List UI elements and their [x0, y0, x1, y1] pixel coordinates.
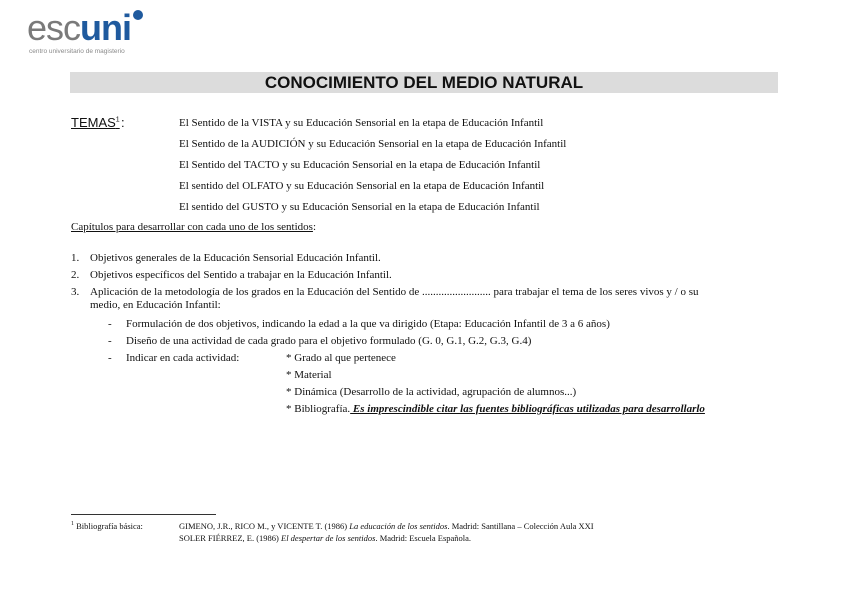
- footnote-mark: 1: [71, 521, 74, 528]
- logo-tagline: centro universitario de magisterio: [29, 48, 125, 55]
- footnote-divider: [71, 514, 216, 515]
- ref-publisher: . Madrid: Escuela Española.: [375, 533, 472, 543]
- footnote-ref: [179, 521, 594, 531]
- tema-item: El Sentido de la AUDICIÓN y su Educación Sensorial en la etapa de Educación Infantil: [179, 138, 567, 150]
- logo-wordmark-esc: esc: [27, 7, 81, 48]
- temas-label: [71, 115, 120, 130]
- footnote-label: [71, 521, 143, 531]
- sub-dash: -: [108, 335, 112, 347]
- list-item: Aplicación de la metodología de los grados en la Educación del Sentido de ......................... para trabajar el tema de los seres vivos y / o su: [90, 286, 699, 298]
- list-number: 3.: [71, 286, 80, 298]
- bullet-item: * Material: [286, 369, 332, 381]
- bullet-bibliografia-prefix: * Bibliografía.: [286, 403, 351, 415]
- bullet-item: * Grado al que pertenece: [286, 352, 396, 364]
- list-number: 1.: [71, 252, 80, 264]
- list-item-continuation: medio, en Educación Infantil:: [90, 299, 221, 311]
- list-item: Objetivos generales de la Educación Sensorial Educación Infantil.: [90, 252, 381, 264]
- ref-authors: SOLER FIÉRREZ, E. (1986): [179, 533, 281, 543]
- logo-badge-icon: [133, 10, 143, 20]
- tema-item: El sentido del GUSTO y su Educación Sensorial en la etapa de Educación Infantil: [179, 201, 540, 213]
- sub-item: Formulación de dos objetivos, indicando la edad a la que va dirigido (Etapa: Educación Infantil de 3 a 6 años): [126, 318, 610, 330]
- footnote-label-text: Bibliografía básica:: [76, 521, 143, 531]
- temas-footnote-mark: 1: [115, 116, 120, 124]
- sub-dash: -: [108, 352, 112, 364]
- logo-wordmark-uni: uni: [80, 7, 132, 48]
- escuni-logo: [27, 8, 147, 58]
- ref-title: El despertar de los sentidos: [281, 533, 376, 543]
- sub-item: Indicar en cada actividad:: [126, 352, 240, 364]
- capitulos-heading: [71, 221, 316, 233]
- tema-item: El Sentido del TACTO y su Educación Sensorial en la etapa de Educación Infantil: [179, 159, 541, 171]
- bullet-bibliografia-emphasis: Es imprescindible citar las fuentes bibliográficas utilizadas para desarrollarlo: [350, 403, 705, 415]
- tema-item: El Sentido de la VISTA y su Educación Sensorial en la etapa de Educación Infantil: [179, 117, 544, 129]
- ref-publisher: . Madrid: Santillana – Colección Aula XXI: [447, 521, 594, 531]
- bullet-item-bibliografia: [286, 403, 705, 415]
- temas-label-text: TEMAS: [71, 115, 116, 130]
- ref-title: La educación de los sentidos: [349, 521, 448, 531]
- capitulos-heading-text: Capítulos para desarrollar con cada uno de los sentidos: [71, 221, 313, 233]
- capitulos-heading-colon: :: [312, 221, 316, 233]
- tema-item: El sentido del OLFATO y su Educación Sensorial en la etapa de Educación Infantil: [179, 180, 545, 192]
- page-title: CONOCIMIENTO DEL MEDIO NATURAL: [264, 73, 584, 92]
- sub-dash: -: [108, 318, 112, 330]
- temas-colon: :: [121, 115, 125, 130]
- title-bar: [70, 72, 778, 93]
- footnote-ref: [179, 533, 471, 543]
- logo-wordmark: [27, 8, 131, 48]
- ref-authors: GIMENO, J.R., RICO M., y VICENTE T. (1986): [179, 521, 350, 531]
- list-number: 2.: [71, 269, 80, 281]
- sub-item: Diseño de una actividad de cada grado para el objetivo formulado (G. 0, G.1, G.2, G.3, G.4): [126, 335, 532, 347]
- list-item: Objetivos específicos del Sentido a trabajar en la Educación Infantil.: [90, 269, 392, 281]
- bullet-item: * Dinámica (Desarrollo de la actividad, agrupación de alumnos...): [286, 386, 577, 398]
